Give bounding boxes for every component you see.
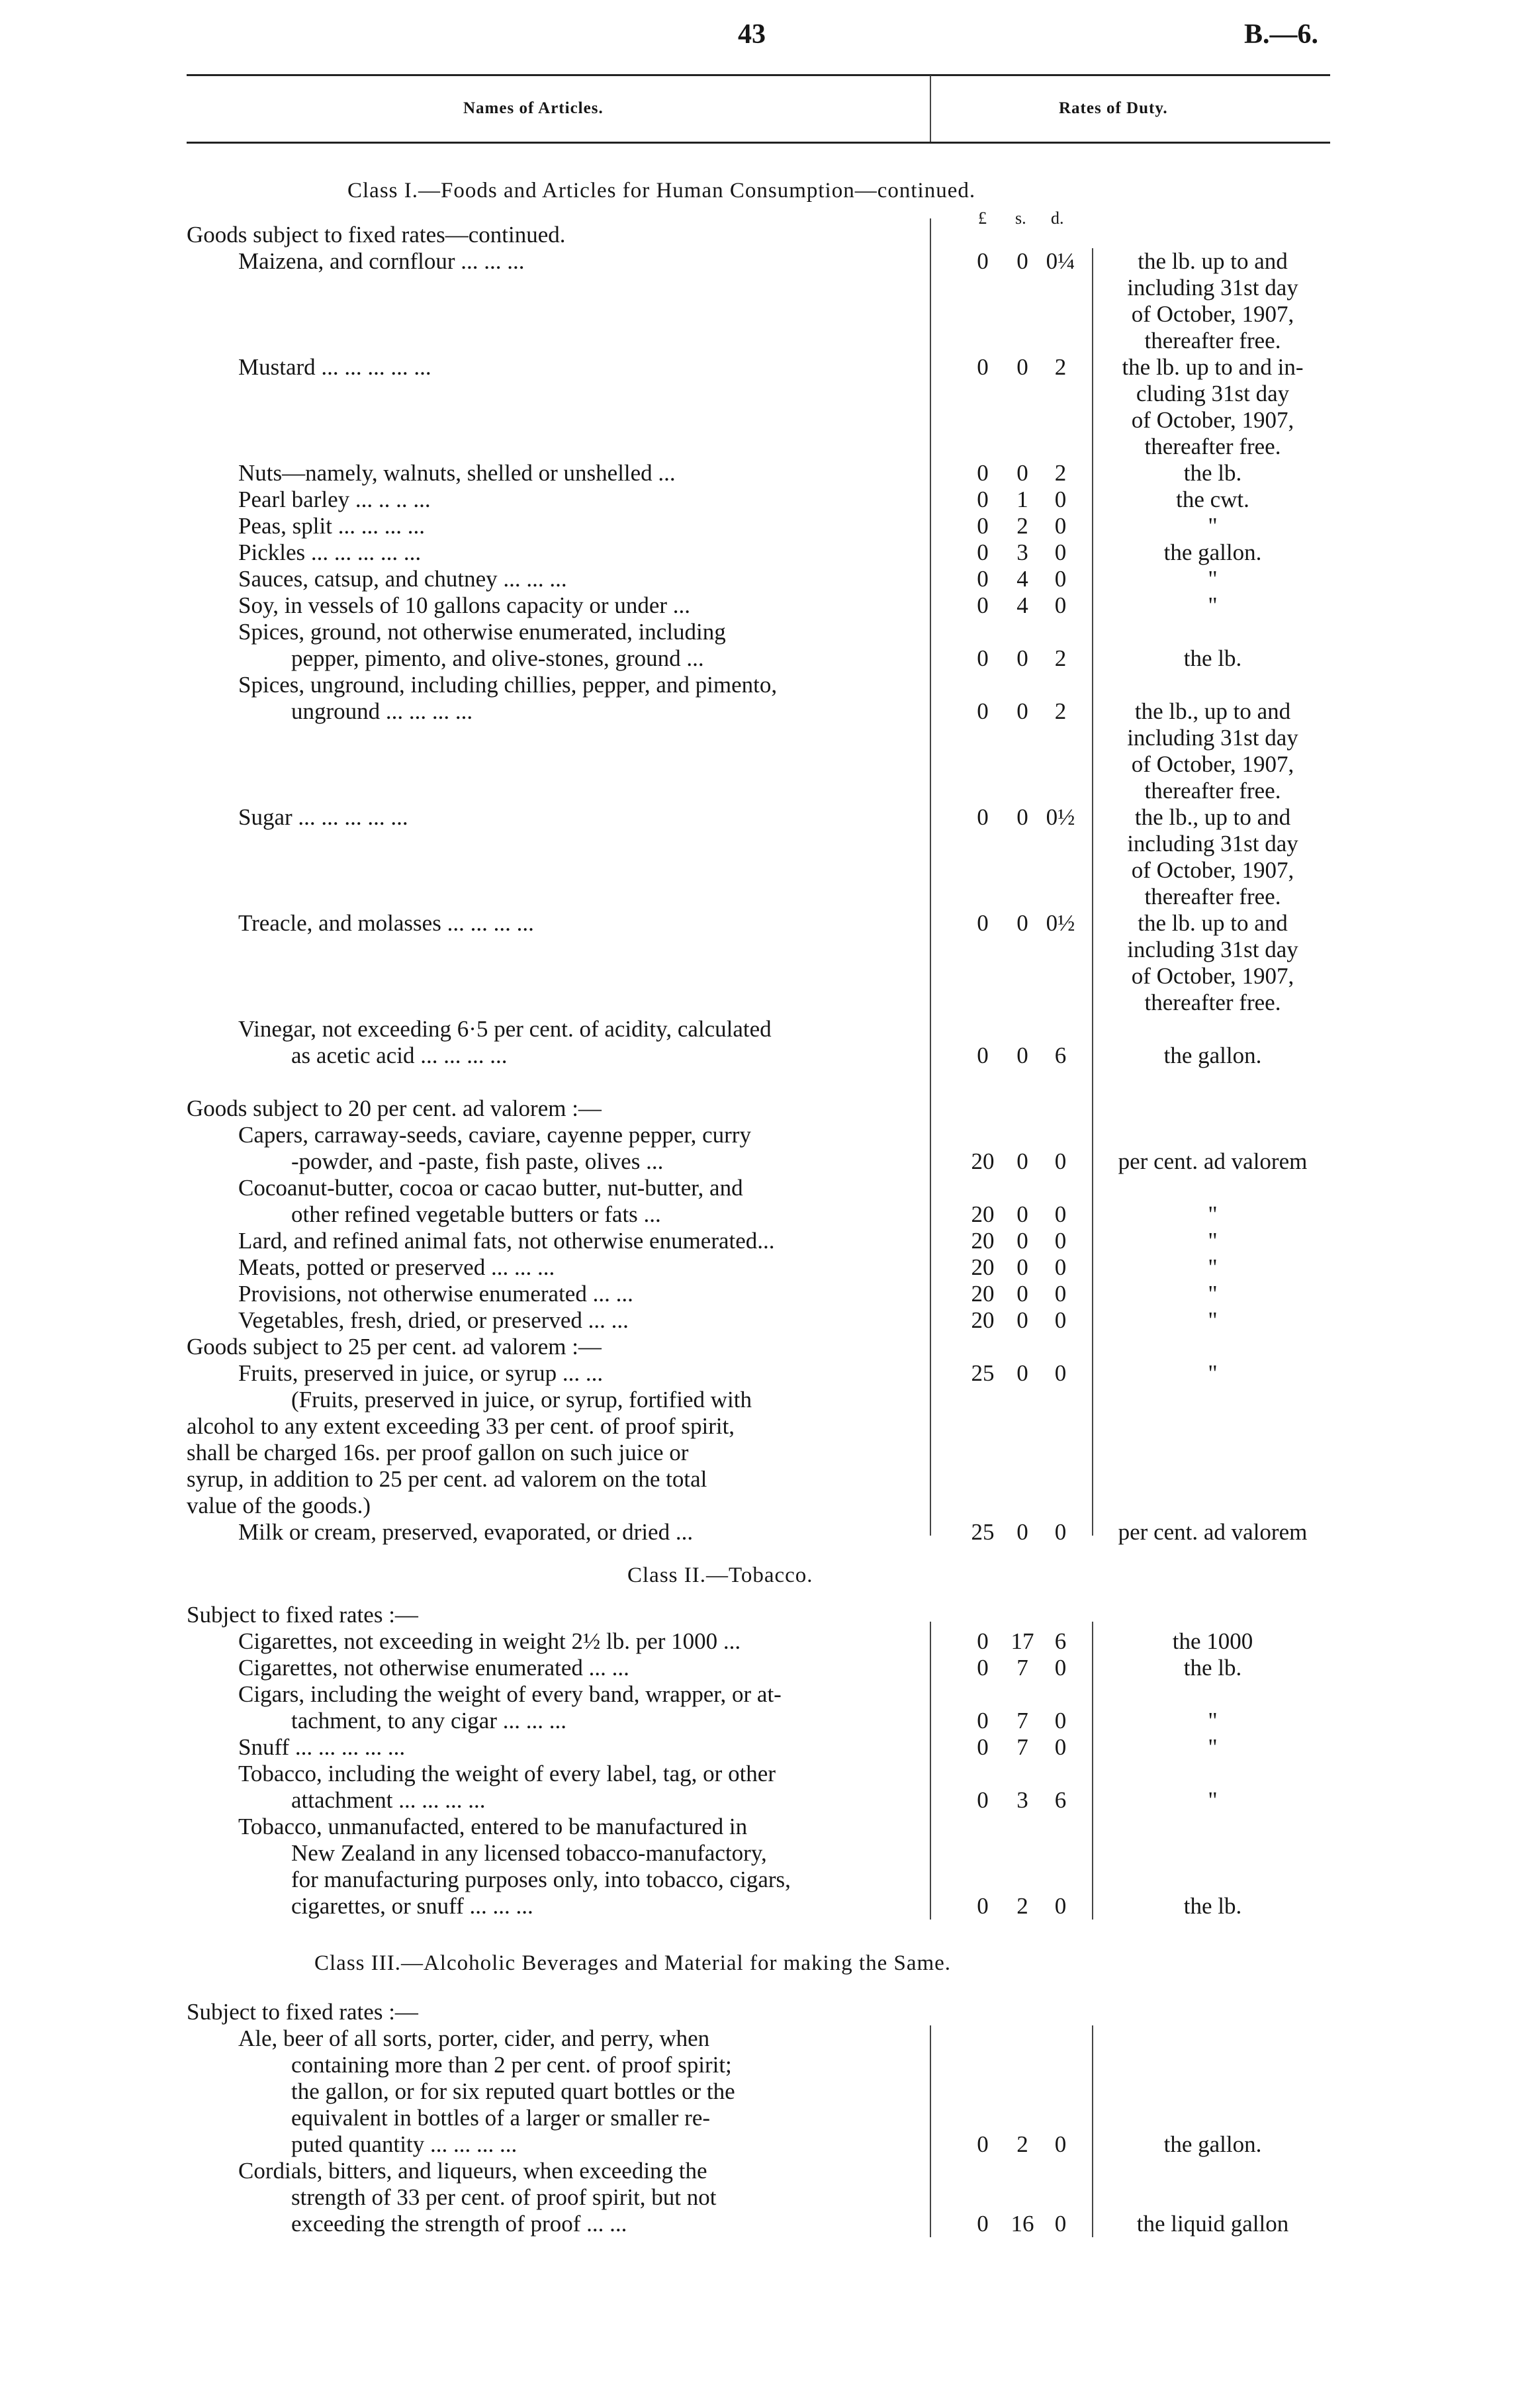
shillings-value: 0 xyxy=(1016,1201,1028,1227)
rate-of-duty: including 31st day xyxy=(1127,831,1298,857)
rate-of-duty: the lb. up to and xyxy=(1138,910,1288,936)
table-row xyxy=(0,1387,1532,1413)
table-row xyxy=(0,1016,1532,1042)
shillings-value: 0 xyxy=(1016,804,1028,830)
page-number: 43 xyxy=(738,19,766,50)
article-name: Fruits, preserved in juice, or syrup ... ... xyxy=(238,1360,604,1386)
pence-value: 0 xyxy=(1054,1734,1067,1760)
pence-value: 6 xyxy=(1054,1787,1067,1813)
table-row xyxy=(0,2184,1532,2211)
table-row xyxy=(0,2158,1532,2184)
pence-value: 0½ xyxy=(1046,910,1075,936)
rate-of-duty: " xyxy=(1208,1228,1218,1254)
pounds-value: 0 xyxy=(977,698,989,724)
rate-of-duty: of October, 1907, xyxy=(1131,963,1294,989)
pence-value: 0 xyxy=(1054,1360,1067,1386)
table-row xyxy=(0,248,1532,275)
shillings-value: 7 xyxy=(1016,1734,1028,1760)
pounds-value: 0 xyxy=(977,566,989,592)
rate-of-duty: thereafter free. xyxy=(1144,434,1281,459)
article-name: Mustard ... ... ... ... ... xyxy=(238,354,431,380)
table-row xyxy=(0,566,1532,592)
shillings-value: 0 xyxy=(1016,1148,1028,1174)
pounds-value: 0 xyxy=(977,1042,989,1068)
rate-of-duty: thereafter free. xyxy=(1144,990,1281,1015)
rate-of-duty: the gallon. xyxy=(1163,2131,1262,2157)
rate-continuation-row xyxy=(0,434,1532,460)
article-name: Soy, in vessels of 10 gallons capacity or under ... xyxy=(238,592,691,618)
article-name: Milk or cream, preserved, evaporated, or dried ... xyxy=(238,1519,694,1545)
shillings-value: 7 xyxy=(1016,1708,1028,1734)
rate-continuation-row xyxy=(0,937,1532,963)
rate-of-duty: thereafter free. xyxy=(1144,778,1281,804)
pounds-value: 0 xyxy=(977,1628,989,1654)
table-row xyxy=(0,1148,1532,1175)
pence-value: 2 xyxy=(1054,645,1067,671)
article-name: Treacle, and molasses ... ... ... ... xyxy=(238,910,534,936)
table-row xyxy=(0,1413,1532,1440)
table-row xyxy=(0,592,1532,619)
table-row xyxy=(0,1628,1532,1655)
article-name: Vinegar, not exceeding 6·5 per cent. of acidity, calculated xyxy=(238,1016,772,1042)
rate-of-duty: of October, 1907, xyxy=(1131,751,1294,777)
shillings-value: 3 xyxy=(1016,539,1028,565)
article-name: Cigars, including the weight of every band, wrapper, or at- xyxy=(238,1681,782,1707)
rate-of-duty: including 31st day xyxy=(1127,275,1298,301)
article-name: Pickles ... ... ... ... ... xyxy=(238,539,422,565)
table-row xyxy=(0,2078,1532,2105)
shillings-value: 0 xyxy=(1016,1519,1028,1545)
section-title-class-2: Class II.—Tobacco. xyxy=(627,1563,813,1587)
table-row xyxy=(0,672,1532,698)
article-name: Cigarettes, not otherwise enumerated ... ... xyxy=(238,1655,629,1681)
rate-of-duty: the lb. xyxy=(1183,645,1242,671)
table-row xyxy=(0,1466,1532,1493)
pence-value: 2 xyxy=(1054,354,1067,380)
table-row xyxy=(0,2131,1532,2158)
article-name: value of the goods.) xyxy=(187,1493,371,1518)
rate-continuation-row xyxy=(0,778,1532,804)
table-row xyxy=(0,2025,1532,2052)
table-row xyxy=(0,1602,1532,1628)
article-name: Tobacco, unmanufacted, entered to be manufactured in xyxy=(238,1814,748,1839)
rate-continuation-row xyxy=(0,381,1532,407)
pence-value: 0 xyxy=(1054,1307,1067,1333)
pence-value: 0 xyxy=(1054,1201,1067,1227)
rate-continuation-row xyxy=(0,857,1532,884)
rate-of-duty: the lb. xyxy=(1183,1655,1242,1681)
names-column-heading: Names of Articles. xyxy=(463,99,604,117)
rate-of-duty: the cwt. xyxy=(1176,486,1249,512)
shillings-value: 0 xyxy=(1016,1042,1028,1068)
pounds-value: 0 xyxy=(977,1708,989,1734)
article-name: (Fruits, preserved in juice, or syrup, fortified with xyxy=(291,1387,752,1412)
table-row xyxy=(0,1360,1532,1387)
pounds-value: 20 xyxy=(971,1307,995,1333)
table-row xyxy=(0,1175,1532,1201)
table-row xyxy=(0,539,1532,566)
shillings-value: 16 xyxy=(1011,2211,1034,2237)
shillings-value: 0 xyxy=(1016,248,1028,274)
rate-of-duty: including 31st day xyxy=(1127,725,1298,751)
rate-of-duty: of October, 1907, xyxy=(1131,407,1294,433)
pounds-value: 0 xyxy=(977,539,989,565)
table-row xyxy=(0,486,1532,513)
article-name: Ale, beer of all sorts, porter, cider, and perry, when xyxy=(238,2025,710,2051)
rate-of-duty: thereafter free. xyxy=(1144,328,1281,353)
article-name: tachment, to any cigar ... ... ... xyxy=(291,1708,566,1734)
pence-value: 0 xyxy=(1054,2211,1067,2237)
table-row xyxy=(0,1761,1532,1787)
pounds-value: 0 xyxy=(977,2131,989,2157)
pounds-value: 0 xyxy=(977,910,989,936)
article-name: unground ... ... ... ... xyxy=(291,698,473,724)
article-name: Tobacco, including the weight of every label, tag, or other xyxy=(238,1761,776,1786)
table-row xyxy=(0,1122,1532,1148)
pence-value: 0 xyxy=(1054,1281,1067,1307)
rate-of-duty: the gallon. xyxy=(1163,1042,1262,1068)
pounds-value: 0 xyxy=(977,354,989,380)
pounds-value: 0 xyxy=(977,2211,989,2237)
pounds-value: 0 xyxy=(977,248,989,274)
pounds-value: 25 xyxy=(971,1360,995,1386)
table-row xyxy=(0,1893,1532,1920)
shillings-value: 0 xyxy=(1016,645,1028,671)
rate-of-duty: " xyxy=(1208,1254,1218,1280)
article-name: exceeding the strength of proof ... ... xyxy=(291,2211,627,2237)
pence-value: 2 xyxy=(1054,460,1067,486)
table-row xyxy=(0,1201,1532,1228)
article-name: Subject to fixed rates :— xyxy=(187,1999,418,2025)
article-name: Cordials, bitters, and liqueurs, when exceeding the xyxy=(238,2158,707,2184)
table-row xyxy=(0,1519,1532,1546)
article-name: shall be charged 16s. per proof gallon on such juice or xyxy=(187,1440,689,1465)
table-row xyxy=(0,1493,1532,1519)
shillings-value: 4 xyxy=(1016,566,1028,592)
article-name: Capers, carraway-seeds, caviare, cayenne pepper, curry xyxy=(238,1122,751,1148)
article-name: containing more than 2 per cent. of proof spirit; xyxy=(291,2052,732,2078)
shillings-heading: s. xyxy=(1015,208,1026,228)
table-row xyxy=(0,1440,1532,1466)
pence-heading: d. xyxy=(1051,208,1064,228)
rate-of-duty: the gallon. xyxy=(1163,539,1262,565)
table-row xyxy=(0,1334,1532,1360)
pounds-value: 0 xyxy=(977,645,989,671)
heading-divider xyxy=(930,75,931,142)
table-row xyxy=(0,698,1532,725)
article-name: Goods subject to 20 per cent. ad valorem :— xyxy=(187,1095,602,1121)
pounds-value: 0 xyxy=(977,592,989,618)
shillings-value: 0 xyxy=(1016,354,1028,380)
article-name: for manufacturing purposes only, into tobacco, cigars, xyxy=(291,1867,791,1892)
rate-continuation-row xyxy=(0,963,1532,990)
table-row xyxy=(0,1042,1532,1069)
shillings-value: 7 xyxy=(1016,1655,1028,1681)
rate-of-duty: of October, 1907, xyxy=(1131,301,1294,327)
rate-of-duty: the liquid gallon xyxy=(1136,2211,1289,2237)
rate-of-duty: the lb. up to and in- xyxy=(1122,354,1304,380)
table-row xyxy=(0,1734,1532,1761)
pence-value: 0 xyxy=(1054,1519,1067,1545)
table-row xyxy=(0,1307,1532,1334)
rates-column-heading: Rates of Duty. xyxy=(1059,99,1168,117)
table-row xyxy=(0,460,1532,486)
shillings-value: 0 xyxy=(1016,1360,1028,1386)
table-row xyxy=(0,1228,1532,1254)
pounds-value: 0 xyxy=(977,1893,989,1919)
article-name: Sauces, catsup, and chutney ... ... ... xyxy=(238,566,567,592)
shillings-value: 17 xyxy=(1011,1628,1034,1654)
article-name: Goods subject to fixed rates—continued. xyxy=(187,222,566,248)
pounds-value: 0 xyxy=(977,1655,989,1681)
shillings-value: 2 xyxy=(1016,513,1028,539)
rate-of-duty: thereafter free. xyxy=(1144,884,1281,909)
table-row xyxy=(0,804,1532,831)
pounds-value: 0 xyxy=(977,1734,989,1760)
rate-continuation-row xyxy=(0,751,1532,778)
rate-of-duty: cluding 31st day xyxy=(1136,381,1290,406)
rate-of-duty: " xyxy=(1208,1360,1218,1386)
shillings-value: 4 xyxy=(1016,592,1028,618)
pounds-value: 0 xyxy=(977,1787,989,1813)
article-name: strength of 33 per cent. of proof spirit, but not xyxy=(291,2184,717,2210)
table-row xyxy=(0,2052,1532,2078)
rate-of-duty: the lb. up to and xyxy=(1138,248,1288,274)
shillings-value: 0 xyxy=(1016,1307,1028,1333)
article-name: New Zealand in any licensed tobacco-manufactory, xyxy=(291,1840,767,1866)
rate-of-duty: per cent. ad valorem xyxy=(1118,1519,1308,1545)
table-row xyxy=(0,1095,1532,1122)
rate-continuation-row xyxy=(0,990,1532,1016)
pounds-value: 20 xyxy=(971,1281,995,1307)
rate-of-duty: including 31st day xyxy=(1127,937,1298,962)
pounds-value: 0 xyxy=(977,486,989,512)
rate-continuation-row xyxy=(0,301,1532,328)
table-row xyxy=(0,619,1532,645)
section-title-class-1: Class I.—Foods and Articles for Human Consumption—continued. xyxy=(347,179,976,203)
article-name: Spices, ground, not otherwise enumerated, including xyxy=(238,619,726,645)
shillings-value: 0 xyxy=(1016,910,1028,936)
article-name: Snuff ... ... ... ... ... xyxy=(238,1734,406,1760)
table-row xyxy=(0,1814,1532,1840)
shillings-value: 0 xyxy=(1016,1281,1028,1307)
table-row xyxy=(0,1867,1532,1893)
table-row xyxy=(0,354,1532,381)
rate-of-duty: the lb., up to and xyxy=(1134,804,1291,830)
table-row xyxy=(0,1655,1532,1681)
article-name: Cigarettes, not exceeding in weight 2½ lb. per 1000 ... xyxy=(238,1628,741,1654)
shillings-value: 2 xyxy=(1016,1893,1028,1919)
pence-value: 0½ xyxy=(1046,804,1075,830)
pence-value: 0 xyxy=(1054,539,1067,565)
table-row xyxy=(0,910,1532,937)
article-name: pepper, pimento, and olive-stones, ground ... xyxy=(291,645,704,671)
article-name: equivalent in bottles of a larger or smaller re- xyxy=(291,2105,711,2131)
rate-continuation-row xyxy=(0,275,1532,301)
article-name: Subject to fixed rates :— xyxy=(187,1602,418,1628)
pounds-value: 0 xyxy=(977,804,989,830)
table-row xyxy=(0,513,1532,539)
article-name: as acetic acid ... ... ... ... xyxy=(291,1042,508,1068)
pence-value: 0 xyxy=(1054,566,1067,592)
pence-value: 0 xyxy=(1054,1708,1067,1734)
article-name: Cocoanut-butter, cocoa or cacao butter, nut-butter, and xyxy=(238,1175,743,1201)
shillings-value: 1 xyxy=(1016,486,1028,512)
rate-of-duty: " xyxy=(1208,1201,1218,1227)
pence-value: 0 xyxy=(1054,2131,1067,2157)
pence-value: 0¼ xyxy=(1046,248,1075,274)
top-rule xyxy=(187,74,1330,76)
document-reference: B.—6. xyxy=(1244,19,1319,50)
article-name: syrup, in addition to 25 per cent. ad valorem on the total xyxy=(187,1466,707,1492)
rate-of-duty: " xyxy=(1208,1787,1218,1813)
article-name: Sugar ... ... ... ... ... xyxy=(238,804,408,830)
pence-value: 0 xyxy=(1054,1893,1067,1919)
pounds-heading: £ xyxy=(978,208,987,228)
pounds-value: 20 xyxy=(971,1148,995,1174)
article-name: Peas, split ... ... ... ... xyxy=(238,513,425,539)
article-name: Maizena, and cornflour ... ... ... xyxy=(238,248,525,274)
pence-value: 6 xyxy=(1054,1628,1067,1654)
article-name: Pearl barley ... .. .. ... xyxy=(238,486,431,512)
rate-of-duty: the 1000 xyxy=(1172,1628,1253,1654)
article-name: Meats, potted or preserved ... ... ... xyxy=(238,1254,555,1280)
rate-of-duty: " xyxy=(1208,1734,1218,1760)
rate-of-duty: the lb. xyxy=(1183,460,1242,486)
table-row xyxy=(0,2211,1532,2237)
rate-of-duty: " xyxy=(1208,1307,1218,1333)
pence-value: 2 xyxy=(1054,698,1067,724)
article-name: puted quantity ... ... ... ... xyxy=(291,2131,518,2157)
pence-value: 0 xyxy=(1054,1148,1067,1174)
table-row xyxy=(0,1999,1532,2025)
article-name: Spices, unground, including chillies, pepper, and pimento, xyxy=(238,672,778,698)
pounds-value: 20 xyxy=(971,1254,995,1280)
rate-of-duty: " xyxy=(1208,513,1218,539)
pence-value: 0 xyxy=(1054,592,1067,618)
shillings-value: 3 xyxy=(1016,1787,1028,1813)
rate-of-duty: " xyxy=(1208,566,1218,592)
rate-continuation-row xyxy=(0,407,1532,434)
pence-value: 0 xyxy=(1054,1228,1067,1254)
article-name: attachment ... ... ... ... xyxy=(291,1787,486,1813)
table-row xyxy=(0,222,1532,248)
table-row xyxy=(0,2105,1532,2131)
article-name: other refined vegetable butters or fats ... xyxy=(291,1201,661,1227)
rate-of-duty: " xyxy=(1208,1708,1218,1734)
pounds-value: 20 xyxy=(971,1201,995,1227)
table-row xyxy=(0,1281,1532,1307)
article-name: Lard, and refined animal fats, not otherwise enumerated... xyxy=(238,1228,775,1254)
rate-of-duty: the lb. xyxy=(1183,1893,1242,1919)
table-row xyxy=(0,1708,1532,1734)
section-title-class-3: Class III.—Alcoholic Beverages and Material for making the Same. xyxy=(314,1951,952,1975)
shillings-value: 0 xyxy=(1016,460,1028,486)
article-name: Goods subject to 25 per cent. ad valorem :— xyxy=(187,1334,602,1360)
table-row xyxy=(0,645,1532,672)
rate-of-duty: per cent. ad valorem xyxy=(1118,1148,1308,1174)
heading-rule xyxy=(187,142,1330,144)
shillings-value: 0 xyxy=(1016,1228,1028,1254)
rate-continuation-row xyxy=(0,884,1532,910)
rate-of-duty: of October, 1907, xyxy=(1131,857,1294,883)
table-row xyxy=(0,1787,1532,1814)
article-name: alcohol to any extent exceeding 33 per cent. of proof spirit, xyxy=(187,1413,735,1439)
shillings-value: 2 xyxy=(1016,2131,1028,2157)
rate-of-duty: " xyxy=(1208,1281,1218,1307)
rate-continuation-row xyxy=(0,831,1532,857)
article-name: Provisions, not otherwise enumerated ... ... xyxy=(238,1281,633,1307)
table-row xyxy=(0,1681,1532,1708)
article-name: cigarettes, or snuff ... ... ... xyxy=(291,1893,533,1919)
pence-value: 0 xyxy=(1054,486,1067,512)
shillings-value: 0 xyxy=(1016,1254,1028,1280)
pounds-value: 25 xyxy=(971,1519,995,1545)
article-name: Vegetables, fresh, dried, or preserved ... ... xyxy=(238,1307,629,1333)
shillings-value: 0 xyxy=(1016,698,1028,724)
pence-value: 0 xyxy=(1054,1655,1067,1681)
rate-continuation-row xyxy=(0,725,1532,751)
pounds-value: 0 xyxy=(977,460,989,486)
rate-continuation-row xyxy=(0,328,1532,354)
article-name: -powder, and -paste, fish paste, olives ... xyxy=(291,1148,664,1174)
pence-value: 0 xyxy=(1054,1254,1067,1280)
pence-value: 0 xyxy=(1054,513,1067,539)
pounds-value: 0 xyxy=(977,513,989,539)
pounds-value: 20 xyxy=(971,1228,995,1254)
article-name: the gallon, or for six reputed quart bottles or the xyxy=(291,2078,735,2104)
rate-of-duty: " xyxy=(1208,592,1218,618)
table-row xyxy=(0,1840,1532,1867)
rate-of-duty: the lb., up to and xyxy=(1134,698,1291,724)
article-name: Nuts—namely, walnuts, shelled or unshelled ... xyxy=(238,460,676,486)
pence-value: 6 xyxy=(1054,1042,1067,1068)
table-row xyxy=(0,1254,1532,1281)
